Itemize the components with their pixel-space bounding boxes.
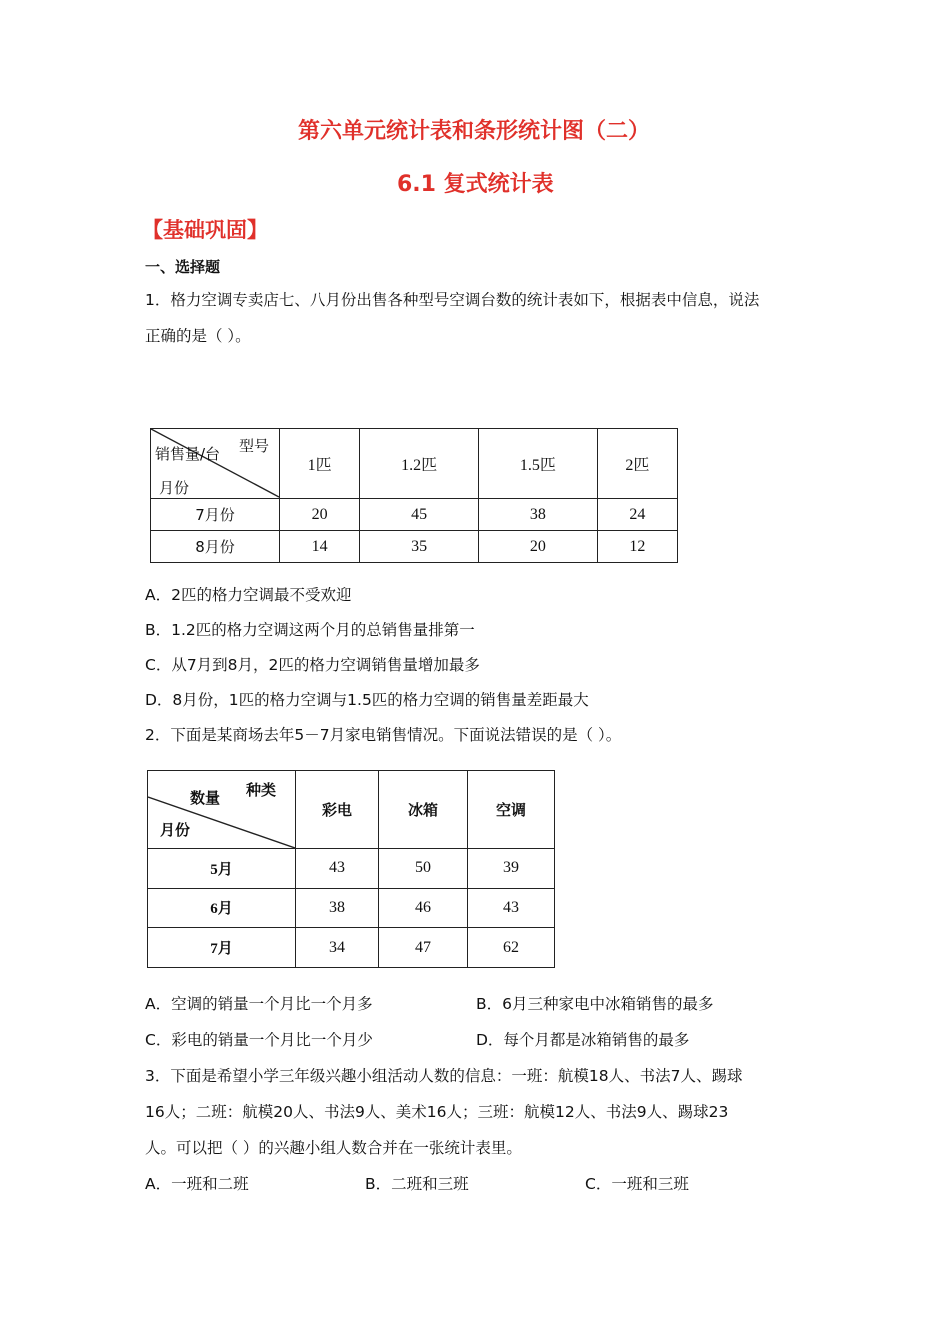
- row-label: 8月份: [151, 531, 280, 563]
- q1-table: [150, 428, 678, 563]
- q1-option-a[interactable]: A．2匹的格力空调最不受欢迎: [145, 586, 352, 604]
- q3-option-b[interactable]: B．二班和三班: [365, 1175, 469, 1193]
- q2-option-a[interactable]: A．空调的销量一个月比一个月多: [145, 995, 373, 1013]
- q1-option-b[interactable]: B．1.2匹的格力空调这两个月的总销售量排第一: [145, 621, 475, 639]
- q1-col-header: 2匹: [597, 429, 677, 499]
- section-tag: 【基础巩固】: [142, 218, 268, 242]
- q2-option-d[interactable]: D．每个月都是冰箱销售的最多: [476, 1031, 690, 1049]
- q1-corner-mid: 销售量/台: [155, 445, 221, 463]
- table-cell: 62: [468, 928, 555, 968]
- table-cell: 50: [379, 849, 468, 889]
- table-cell: 12: [597, 531, 677, 563]
- q3-stem-line1: 3．下面是希望小学三年级兴趣小组活动人数的信息：一班：航模18人、书法7人、踢球: [145, 1067, 743, 1085]
- q3-option-a[interactable]: A．一班和二班: [145, 1175, 249, 1193]
- q2-table: [147, 770, 555, 968]
- table-cell: 35: [360, 531, 479, 563]
- section-heading: 一、选择题: [145, 258, 221, 276]
- table-cell: 38: [296, 888, 379, 928]
- table-row: [148, 888, 555, 928]
- q1-corner-bottom: 月份: [159, 479, 190, 497]
- q2-option-c[interactable]: C．彩电的销量一个月比一个月少: [145, 1031, 373, 1049]
- q1-col-header: 1.5匹: [478, 429, 597, 499]
- q1-col-header: 1.2匹: [360, 429, 479, 499]
- table-cell: 20: [280, 499, 360, 531]
- row-label: 5月: [148, 849, 296, 889]
- table-cell: 39: [468, 849, 555, 889]
- row-label: 7月: [148, 928, 296, 968]
- q2-option-b[interactable]: B．6月三种家电中冰箱销售的最多: [476, 995, 714, 1013]
- q2-col-header: 彩电: [296, 771, 379, 849]
- q1-stem-line2: 正确的是（ ）。: [145, 327, 251, 345]
- q1-option-c[interactable]: C．从7月到8月，2匹的格力空调销售量增加最多: [145, 656, 480, 674]
- q3-stem-line2: 16人；二班：航模20人、书法9人、美术16人；三班：航模12人、书法9人、踢球23: [145, 1103, 729, 1121]
- table-cell: 14: [280, 531, 360, 563]
- table-cell: 20: [478, 531, 597, 563]
- q3-stem-line3: 人。可以把（ ）的兴趣小组人数合并在一张统计表里。: [145, 1139, 522, 1157]
- q2-corner-mid: 数量: [190, 791, 221, 807]
- q2-col-header: 冰箱: [379, 771, 468, 849]
- q2-corner-top: 种类: [246, 783, 277, 799]
- q2-col-header: 空调: [468, 771, 555, 849]
- table-row: [151, 531, 678, 563]
- row-label: 6月: [148, 888, 296, 928]
- q1-corner-top: 型号: [239, 437, 270, 455]
- table-row: [148, 928, 555, 968]
- table-cell: 45: [360, 499, 479, 531]
- table-cell: 43: [468, 888, 555, 928]
- table-cell: 46: [379, 888, 468, 928]
- unit-title: 第六单元统计表和条形统计图（二）: [298, 119, 651, 144]
- q3-option-c[interactable]: C．一班和三班: [585, 1175, 689, 1193]
- table-cell: 24: [597, 499, 677, 531]
- q2-stem-line1: 2．下面是某商场去年5－7月家电销售情况。下面说法错误的是（ ）。: [145, 726, 622, 744]
- row-label: 7月份: [151, 499, 280, 531]
- table-cell: 47: [379, 928, 468, 968]
- table-cell: 43: [296, 849, 379, 889]
- q2-corner-bottom: 月份: [160, 823, 191, 839]
- q1-stem-line1: 1．格力空调专卖店七、八月份出售各种型号空调台数的统计表如下，根据表中信息，说法: [145, 291, 760, 309]
- table-cell: 34: [296, 928, 379, 968]
- q2-corner-header: [148, 771, 296, 849]
- q1-option-d[interactable]: D．8月份，1匹的格力空调与1.5匹的格力空调的销售量差距最大: [145, 691, 589, 709]
- table-row: [151, 499, 678, 531]
- q1-col-header: 1匹: [280, 429, 360, 499]
- table-row: [148, 849, 555, 889]
- lesson-title: 6.1 复式统计表: [397, 172, 554, 197]
- table-cell: 38: [478, 499, 597, 531]
- q1-corner-header: [151, 429, 280, 499]
